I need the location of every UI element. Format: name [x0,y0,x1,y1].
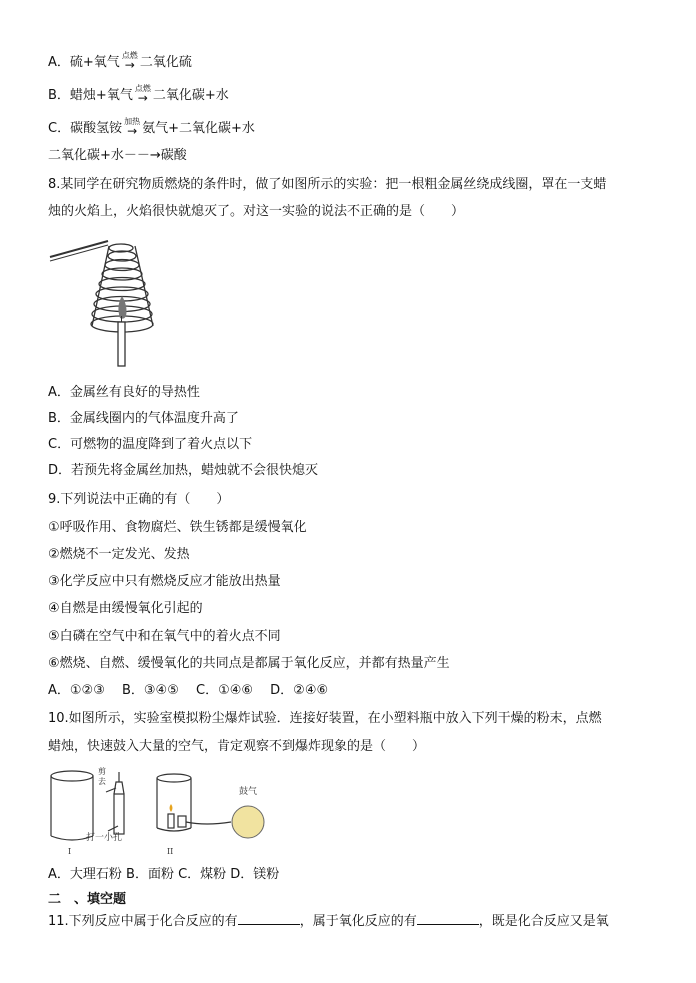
q11-text-3: ，既是化合反应又是氧 [478,914,609,929]
dust-explosion-apparatus-figure [46,764,286,860]
balloon-label: 鼓气 [239,787,258,797]
option-prefix: C． [48,121,71,136]
hole-label: 打一小孔 [86,833,123,843]
reaction-arrow [135,85,151,103]
section-title: 二 、填空题 [48,892,127,907]
q8-stem-line2: 烛的火焰上，火焰很快就熄灭了。对这一实验的说法不正确的是（ ） [48,204,465,219]
reactants: 碳酸氢铵 [70,121,123,136]
q10-stem-line1: 10.如图所示，实验室模拟粉尘爆炸试验．连接好装置，在小塑料瓶中放入下列干燥的粉末，点燃 [48,711,602,726]
q11-stem [48,912,609,930]
q11-blank-1[interactable] [238,912,300,925]
q8-option-a: A．金属丝有良好的导热性 [48,385,200,400]
q8-option-d: D．若预先将金属丝加热，蜡烛就不会很快熄灭 [48,463,319,478]
q7-option-b [48,86,229,104]
figure-2-label: II [167,847,174,856]
arrow-icon: → [124,58,135,72]
q9-item-2: ②燃烧不一定发光、发热 [48,547,190,562]
balloon [232,806,264,838]
q11-text-1: 11.下列反应中属于化合反应的有 [48,914,238,929]
q9-item-4: ④自燃是由缓慢氧化引起的 [48,601,203,616]
products: 二氧化硫 [139,55,192,70]
q11-blank-2[interactable] [417,912,479,925]
coil-over-candle-figure [48,236,163,376]
q9-stem: 9.下列说法中正确的有（ ） [48,492,230,507]
q7-option-a [48,53,192,71]
q7-option-d: 二氧化碳+水－－→碳酸 [48,148,187,163]
reaction-arrow [124,118,140,136]
q7-option-c [48,119,255,137]
arrow-icon: → [127,124,138,138]
reaction-arrow [122,52,138,70]
q9-item-6: ⑥燃烧、自燃、缓慢氧化的共同点是都属于氧化反应，并都有热量产生 [48,656,450,671]
reaction-condition: 点燃 [121,51,138,60]
cut-label-2: 去 [98,777,106,786]
q8-option-c: C．可燃物的温度降到了着火点以下 [48,437,253,452]
q8-stem-line1: 8.某同学在研究物质燃烧的条件时，做了如图所示的实验：把一根粗金属丝绕成线圈，罩在一支蜡 [48,177,607,192]
reaction-condition: 点燃 [134,84,151,93]
q10-options: A．大理石粉 B．面粉 C．煤粉 D．镁粉 [48,867,280,882]
reactants: 硫+氧气 [69,55,120,70]
option-prefix: B． [48,88,70,103]
reactants: 蜡烛+氧气 [69,88,133,103]
arrow-icon: → [137,91,148,105]
q9-options: A．①②③ B．③④⑤ C．①④⑥ D．②④⑥ [48,683,329,698]
q8-option-b: B．金属线圈内的气体温度升高了 [48,411,239,426]
q9-item-5: ⑤白磷在空气中和在氧气中的着火点不同 [48,629,281,644]
q9-item-3: ③化学反应中只有燃烧反应才能放出热量 [48,574,281,589]
reaction-condition: 加热 [124,117,141,126]
q10-stem-line2: 蜡烛，快速鼓入大量的空气，肯定观察不到爆炸现象的是（ ） [48,739,426,754]
q9-item-1: ①呼吸作用、食物腐烂、铁生锈都是缓慢氧化 [48,520,307,535]
figure-1-label: I [68,847,72,856]
option-prefix: A． [48,55,70,70]
cut-label: 剪 [98,767,106,776]
products: 二氧化碳+水 [152,88,229,103]
q11-text-2: ，属于氧化反应的有 [299,914,417,929]
products: 氨气+二氧化碳+水 [142,121,255,136]
